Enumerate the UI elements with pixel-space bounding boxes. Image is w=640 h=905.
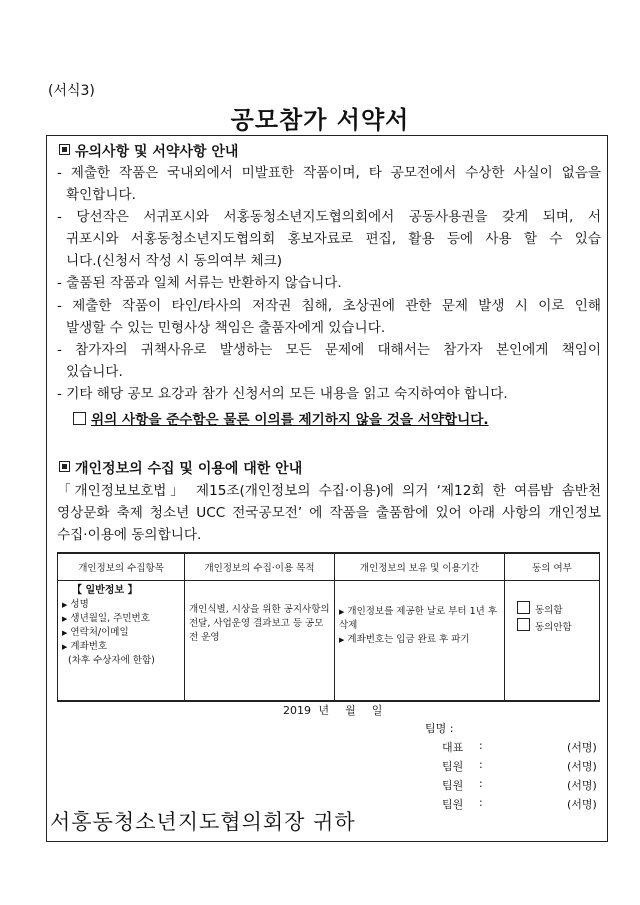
filled-square-icon [59, 144, 70, 155]
purpose-cell: 개인식별, 시상을 위한 공지사항의 전달, 사업운영 결과보고 등 공모전 운영 [185, 581, 335, 702]
pledge-form-frame [46, 135, 608, 842]
retention-cell [335, 581, 505, 702]
disagree-option[interactable]: 동의안함 [517, 618, 595, 635]
agree-option[interactable]: 동의함 [517, 601, 595, 618]
signer-role: 팀원 [442, 760, 464, 773]
signature-slot[interactable]: (서명) [567, 798, 597, 811]
list-item: ▶ 성명 [62, 599, 89, 610]
addressee: 서홍동청소년지도협의회장 귀하 [50, 810, 356, 834]
signer-colon: : [479, 777, 483, 790]
pledge-checkbox[interactable] [73, 412, 86, 425]
signer-colon: : [479, 739, 483, 752]
date-year: 2019 년 [283, 704, 330, 717]
triangle-bullet-icon: ▶ [62, 615, 68, 623]
page-title: 공모참가 서약서 [230, 106, 410, 134]
list-item: ▶ 생년월일, 주민번호 [62, 613, 150, 624]
notice-line: - 출품된 작품과 일체 서류는 반환하지 않습니다. [57, 275, 342, 292]
collected-items-cell [58, 581, 185, 702]
notice-line: - 기타 해당 공모 요강과 참가 신청서의 모든 내용을 읽고 숙지하여야 합니다. [57, 385, 508, 402]
notice-line: 확인합니다. [66, 187, 136, 204]
notice-line: - 당선작은 서귀포시와 서홍동청소년지도협의회에서 공동사용권을 갖게 되며, 서 [57, 209, 601, 226]
pledge-statement: 위의 사항을 준수함은 물론 이의를 제기하지 않을 것을 서약합니다. [73, 408, 489, 428]
category-label: 【 일반정보 】 [72, 585, 138, 596]
signer-colon: : [479, 796, 483, 809]
date-line [283, 702, 398, 718]
agree-checkbox[interactable] [517, 601, 530, 614]
notice-heading: 유의사항 및 서약사항 안내 [59, 141, 238, 161]
triangle-bullet-icon: ▶ [339, 608, 345, 616]
column-header: 동의 여부 [505, 553, 600, 581]
disagree-checkbox[interactable] [517, 618, 530, 631]
date-month: 월 [345, 704, 356, 717]
privacy-intro-line: 수집·이용에 동의합니다. [57, 527, 202, 544]
notice-line: 있습니다. [66, 363, 123, 380]
list-item: ▶ 계좌번호는 입금 완료 후 파기 [339, 634, 470, 645]
triangle-bullet-icon: ▶ [62, 629, 68, 637]
team-name-label: 팀명 : [425, 722, 454, 735]
signer-role: 대표 [442, 741, 464, 754]
column-header: 개인정보의 수집항목 [58, 553, 185, 581]
date-day: 일 [371, 704, 383, 717]
triangle-bullet-icon: ▶ [339, 636, 345, 644]
column-header: 개인정보의 수집·이용 목적 [185, 553, 335, 581]
triangle-bullet-icon: ▶ [62, 643, 68, 651]
signature-slot[interactable]: (서명) [567, 760, 597, 773]
column-header: 개인정보의 보유 및 이용기간 [335, 553, 505, 581]
privacy-intro-line: 「개인정보보호법」 제15조(개인정보의 수집·이용)에 의거 ‘제12회 한 여름밤 솜반천 [57, 483, 601, 499]
notice-line: - 제출한 작품이 타인/타사의 저작권 침해, 초상권에 관한 문제 발생 시 이로 인해 [57, 297, 601, 314]
filled-square-icon [59, 461, 70, 472]
notice-line: 니다.(신청서 작성 시 동의여부 체크) [66, 253, 283, 270]
notice-line: - 제출한 작품은 국내외에서 미발표한 작품이며, 타 공모전에서 수상한 사실이 없음을 [57, 165, 601, 181]
items-note: (차후 수상자에 한함) [68, 655, 155, 666]
list-item: ▶ 계좌번호 [62, 641, 108, 652]
notice-body [57, 162, 601, 405]
signer-role: 팀원 [442, 798, 464, 811]
signer-role: 팀원 [442, 779, 464, 792]
list-item: ▶ 연락처/이메일 [62, 627, 129, 638]
notice-line: 귀포시와 서홍동청소년지도협의회 홍보자료로 편집, 활용 등에 사용 할 수 있습 [66, 231, 601, 248]
agreement-cell [505, 581, 600, 702]
signature-slot[interactable]: (서명) [567, 741, 597, 754]
signer-colon: : [479, 758, 483, 771]
form-number: (서식3) [48, 83, 95, 99]
list-item: ▶ 개인정보를 제공한 날로 부터 1년 후 삭제 [339, 606, 498, 631]
notice-line: 발생할 수 있는 민형사상 책임은 출품자에게 있습니다. [66, 319, 386, 336]
triangle-bullet-icon: ▶ [62, 601, 68, 609]
privacy-intro [57, 480, 601, 546]
privacy-heading: 개인정보의 수집 및 이용에 대한 안내 [59, 458, 302, 478]
signature-slot[interactable]: (서명) [567, 779, 597, 792]
notice-line: - 참가자의 귀책사유로 발생하는 모든 문제에 대해서는 참가자 본인에게 책임이 [57, 341, 601, 358]
privacy-consent-table [57, 552, 600, 702]
privacy-intro-line: 영상문화 축제 청소년 UCC 전국공모전’ 에 작품을 출품함에 있어 아래 사항의 개인정보 [57, 505, 601, 522]
